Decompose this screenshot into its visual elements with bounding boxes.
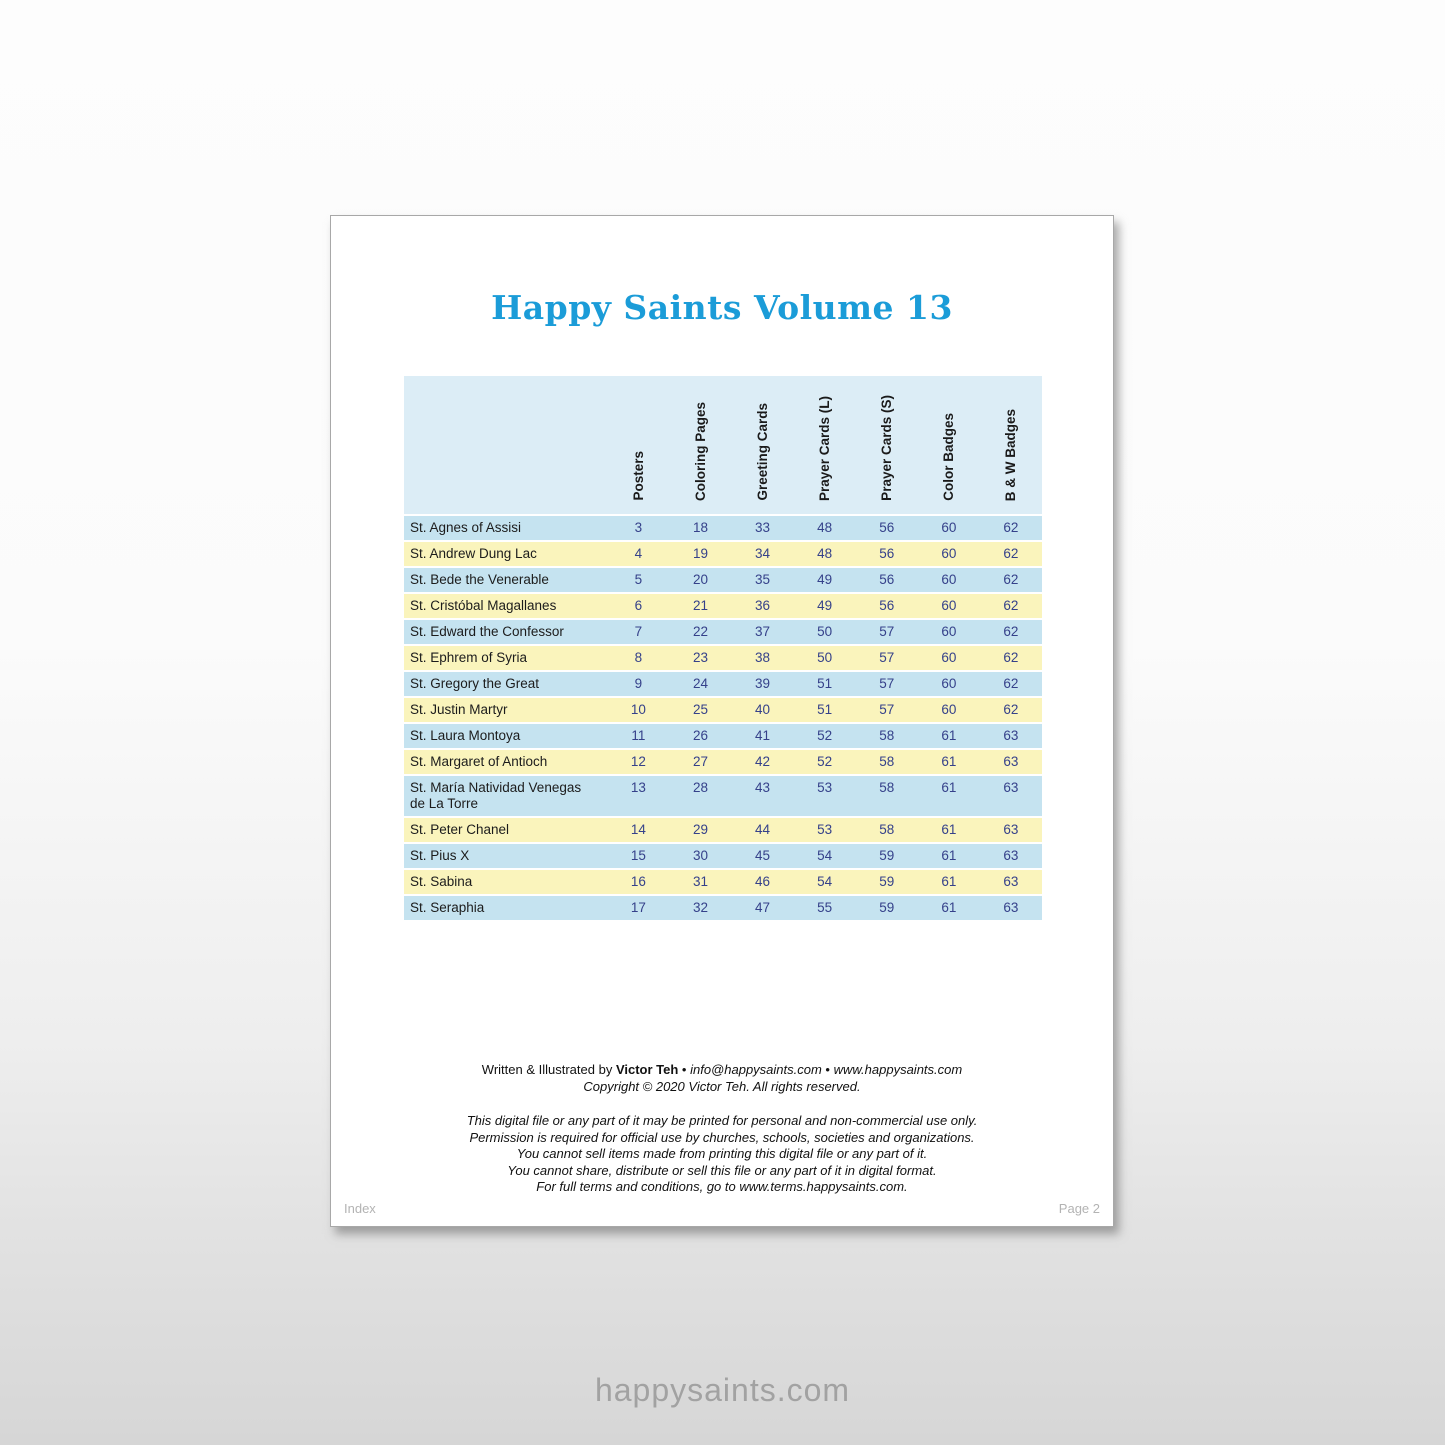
page-number-cell: 63 xyxy=(980,870,1042,894)
terms-block xyxy=(331,1113,1113,1196)
column-header-label: Prayer Cards (S) xyxy=(879,395,895,501)
page-number-cell: 60 xyxy=(918,698,980,722)
saint-name-cell: St. Margaret of Antioch xyxy=(404,750,607,774)
page-number-cell: 59 xyxy=(856,844,918,868)
page-number-cell: 60 xyxy=(918,542,980,566)
saint-name-cell: St. Laura Montoya xyxy=(404,724,607,748)
column-header-greeting-cards xyxy=(732,376,794,514)
page-number-cell: 61 xyxy=(918,896,980,920)
page-number-cell: 34 xyxy=(732,542,794,566)
saint-name-cell: St. Justin Martyr xyxy=(404,698,607,722)
page-number-cell: 35 xyxy=(732,568,794,592)
page-number-cell: 62 xyxy=(980,698,1042,722)
table-row xyxy=(404,870,1042,894)
page-number-cell: 47 xyxy=(732,896,794,920)
page-number-cell: 41 xyxy=(732,724,794,748)
page-number-cell: 62 xyxy=(980,542,1042,566)
page-number-cell: 4 xyxy=(607,542,669,566)
page-number-cell: 62 xyxy=(980,646,1042,670)
table-row xyxy=(404,724,1042,748)
contact-email: info@happysaints.com xyxy=(690,1062,822,1077)
column-header-prayer-cards-s xyxy=(856,376,918,514)
table-corner-cell xyxy=(404,376,607,514)
table-row xyxy=(404,818,1042,842)
column-header-coloring-pages xyxy=(669,376,731,514)
page-number-cell: 50 xyxy=(794,646,856,670)
page-number-cell: 60 xyxy=(918,620,980,644)
page-number-cell: 53 xyxy=(794,818,856,842)
page-number-cell: 22 xyxy=(669,620,731,644)
page-number-cell: 17 xyxy=(607,896,669,920)
saint-name-cell: St. Pius X xyxy=(404,844,607,868)
table-row xyxy=(404,672,1042,696)
page-number-cell: 23 xyxy=(669,646,731,670)
footer-section-label: Index xyxy=(344,1201,376,1216)
saint-name-cell: St. Andrew Dung Lac xyxy=(404,542,607,566)
column-header-label: Coloring Pages xyxy=(692,401,708,501)
page-number-cell: 62 xyxy=(980,594,1042,618)
table-header-row xyxy=(404,376,1042,514)
page-number-cell: 60 xyxy=(918,516,980,540)
page-number-cell: 60 xyxy=(918,568,980,592)
column-header-label: Greeting Cards xyxy=(755,403,771,501)
page-number-cell: 61 xyxy=(918,818,980,842)
column-header-label: Prayer Cards (L) xyxy=(817,395,833,501)
page-number-cell: 18 xyxy=(669,516,731,540)
page-number-cell: 21 xyxy=(669,594,731,618)
website-url: www.happysaints.com xyxy=(833,1062,963,1077)
credits-block xyxy=(331,1061,1113,1095)
table-row xyxy=(404,646,1042,670)
page-number-cell: 51 xyxy=(794,698,856,722)
saint-name-cell: St. Peter Chanel xyxy=(404,818,607,842)
page-number-cell: 53 xyxy=(794,776,856,816)
page-number-cell: 42 xyxy=(732,750,794,774)
page-number-cell: 56 xyxy=(856,516,918,540)
footer-page-number: Page 2 xyxy=(1058,1201,1100,1216)
terms-line: This digital file or any part of it may be printed for personal and non-commercial use only. xyxy=(466,1113,978,1128)
column-header-label: B & W Badges xyxy=(1003,408,1019,501)
page-number-cell: 63 xyxy=(980,750,1042,774)
page-title: Happy Saints Volume 13 xyxy=(491,288,953,327)
page-number-cell: 43 xyxy=(732,776,794,816)
table-row xyxy=(404,594,1042,618)
column-header-posters xyxy=(607,376,669,514)
table-row xyxy=(404,568,1042,592)
page-number-cell: 39 xyxy=(732,672,794,696)
saint-name-cell: St. Bede the Venerable xyxy=(404,568,607,592)
saint-name-cell: St. Seraphia xyxy=(404,896,607,920)
page-number-cell: 62 xyxy=(980,672,1042,696)
page-number-cell: 57 xyxy=(856,672,918,696)
page-number-cell: 58 xyxy=(856,750,918,774)
page-number-cell: 63 xyxy=(980,776,1042,816)
page-number-cell: 48 xyxy=(794,542,856,566)
page-number-cell: 61 xyxy=(918,844,980,868)
column-header-label: Posters xyxy=(630,451,646,501)
page-number-cell: 60 xyxy=(918,646,980,670)
page-number-cell: 13 xyxy=(607,776,669,816)
page-number-cell: 20 xyxy=(669,568,731,592)
page-number-cell: 62 xyxy=(980,516,1042,540)
page-number-cell: 59 xyxy=(856,896,918,920)
site-watermark: happysaints.com xyxy=(594,1372,851,1408)
terms-line: You cannot sell items made from printing this digital file or any part of it. xyxy=(516,1146,928,1161)
bullet-separator: • xyxy=(678,1062,691,1077)
page-number-cell: 33 xyxy=(732,516,794,540)
table-row xyxy=(404,750,1042,774)
page-number-cell: 58 xyxy=(856,776,918,816)
page-number-cell: 49 xyxy=(794,594,856,618)
page-number-cell: 61 xyxy=(918,750,980,774)
page-number-cell: 14 xyxy=(607,818,669,842)
page-number-cell: 52 xyxy=(794,724,856,748)
page-number-cell: 51 xyxy=(794,672,856,696)
page-number-cell: 40 xyxy=(732,698,794,722)
page-number-cell: 46 xyxy=(732,870,794,894)
page-number-cell: 10 xyxy=(607,698,669,722)
page-number-cell: 3 xyxy=(607,516,669,540)
terms-line: For full terms and conditions, go to www.terms.happysaints.com. xyxy=(536,1179,908,1194)
table-row xyxy=(404,620,1042,644)
page-number-cell: 12 xyxy=(607,750,669,774)
credits-line xyxy=(331,1061,1113,1078)
page-number-cell: 52 xyxy=(794,750,856,774)
page-number-cell: 63 xyxy=(980,818,1042,842)
page-number-cell: 5 xyxy=(607,568,669,592)
page-number-cell: 16 xyxy=(607,870,669,894)
page-number-cell: 11 xyxy=(607,724,669,748)
page-number-cell: 44 xyxy=(732,818,794,842)
page-number-cell: 57 xyxy=(856,698,918,722)
table-row xyxy=(404,516,1042,540)
table-row xyxy=(404,844,1042,868)
page-number-cell: 32 xyxy=(669,896,731,920)
page-number-cell: 61 xyxy=(918,870,980,894)
column-header-prayer-cards-l xyxy=(794,376,856,514)
page-number-cell: 30 xyxy=(669,844,731,868)
page-number-cell: 57 xyxy=(856,646,918,670)
index-table xyxy=(404,374,1042,922)
table-row xyxy=(404,542,1042,566)
page-number-cell: 56 xyxy=(856,594,918,618)
page-number-cell: 28 xyxy=(669,776,731,816)
page-number-cell: 60 xyxy=(918,672,980,696)
page-number-cell: 55 xyxy=(794,896,856,920)
table-row xyxy=(404,776,1042,816)
page-number-cell: 50 xyxy=(794,620,856,644)
page-number-cell: 27 xyxy=(669,750,731,774)
terms-line: You cannot share, distribute or sell this file or any part of it in digital format. xyxy=(507,1162,937,1178)
page-footer xyxy=(331,1201,1113,1216)
page-number-cell: 60 xyxy=(918,594,980,618)
page-number-cell: 8 xyxy=(607,646,669,670)
page-number-cell: 58 xyxy=(856,724,918,748)
author-name: Victor Teh xyxy=(615,1062,679,1077)
page-number-cell: 15 xyxy=(607,844,669,868)
page-number-cell: 58 xyxy=(856,818,918,842)
table-row xyxy=(404,698,1042,722)
page-number-cell: 54 xyxy=(794,844,856,868)
page-number-cell: 49 xyxy=(794,568,856,592)
page-number-cell: 38 xyxy=(732,646,794,670)
column-header-label: Color Badges xyxy=(941,413,957,501)
page-number-cell: 63 xyxy=(980,724,1042,748)
page-number-cell: 62 xyxy=(980,568,1042,592)
page-number-cell: 57 xyxy=(856,620,918,644)
saint-name-cell: St. Sabina xyxy=(404,870,607,894)
page-number-cell: 26 xyxy=(669,724,731,748)
page-number-cell: 61 xyxy=(918,776,980,816)
page-number-cell: 31 xyxy=(669,870,731,894)
page-number-cell: 59 xyxy=(856,870,918,894)
page-number-cell: 61 xyxy=(918,724,980,748)
bullet-separator: • xyxy=(821,1062,834,1077)
page-number-cell: 45 xyxy=(732,844,794,868)
document-page xyxy=(330,215,1114,1227)
page-number-cell: 56 xyxy=(856,568,918,592)
page-number-cell: 62 xyxy=(980,620,1042,644)
page-number-cell: 7 xyxy=(607,620,669,644)
page-number-cell: 48 xyxy=(794,516,856,540)
column-header-bw-badges xyxy=(980,376,1042,514)
page-number-cell: 9 xyxy=(607,672,669,696)
page-number-cell: 37 xyxy=(732,620,794,644)
saint-name-cell: St. Edward the Confessor xyxy=(404,620,607,644)
page-number-cell: 6 xyxy=(607,594,669,618)
credits-prefix: Written & Illustrated by xyxy=(481,1062,616,1077)
page-number-cell: 54 xyxy=(794,870,856,894)
page-number-cell: 36 xyxy=(732,594,794,618)
terms-line: Permission is required for official use by churches, schools, societies and organizations. xyxy=(469,1129,975,1145)
page-number-cell: 25 xyxy=(669,698,731,722)
page-number-cell: 29 xyxy=(669,818,731,842)
saint-name-cell: St. Cristóbal Magallanes xyxy=(404,594,607,618)
table-row xyxy=(404,896,1042,920)
page-number-cell: 63 xyxy=(980,896,1042,920)
column-header-color-badges xyxy=(918,376,980,514)
page-number-cell: 19 xyxy=(669,542,731,566)
copyright-line: Copyright © 2020 Victor Teh. All rights reserved. xyxy=(583,1079,861,1094)
page-number-cell: 63 xyxy=(980,844,1042,868)
saint-name-cell: St. Gregory the Great xyxy=(404,672,607,696)
saint-name-cell: St. Agnes of Assisi xyxy=(404,516,607,540)
saint-name-cell: St. Ephrem of Syria xyxy=(404,646,607,670)
saint-name-cell: St. María Natividad Venegas de La Torre xyxy=(404,776,607,816)
page-number-cell: 56 xyxy=(856,542,918,566)
page-number-cell: 24 xyxy=(669,672,731,696)
